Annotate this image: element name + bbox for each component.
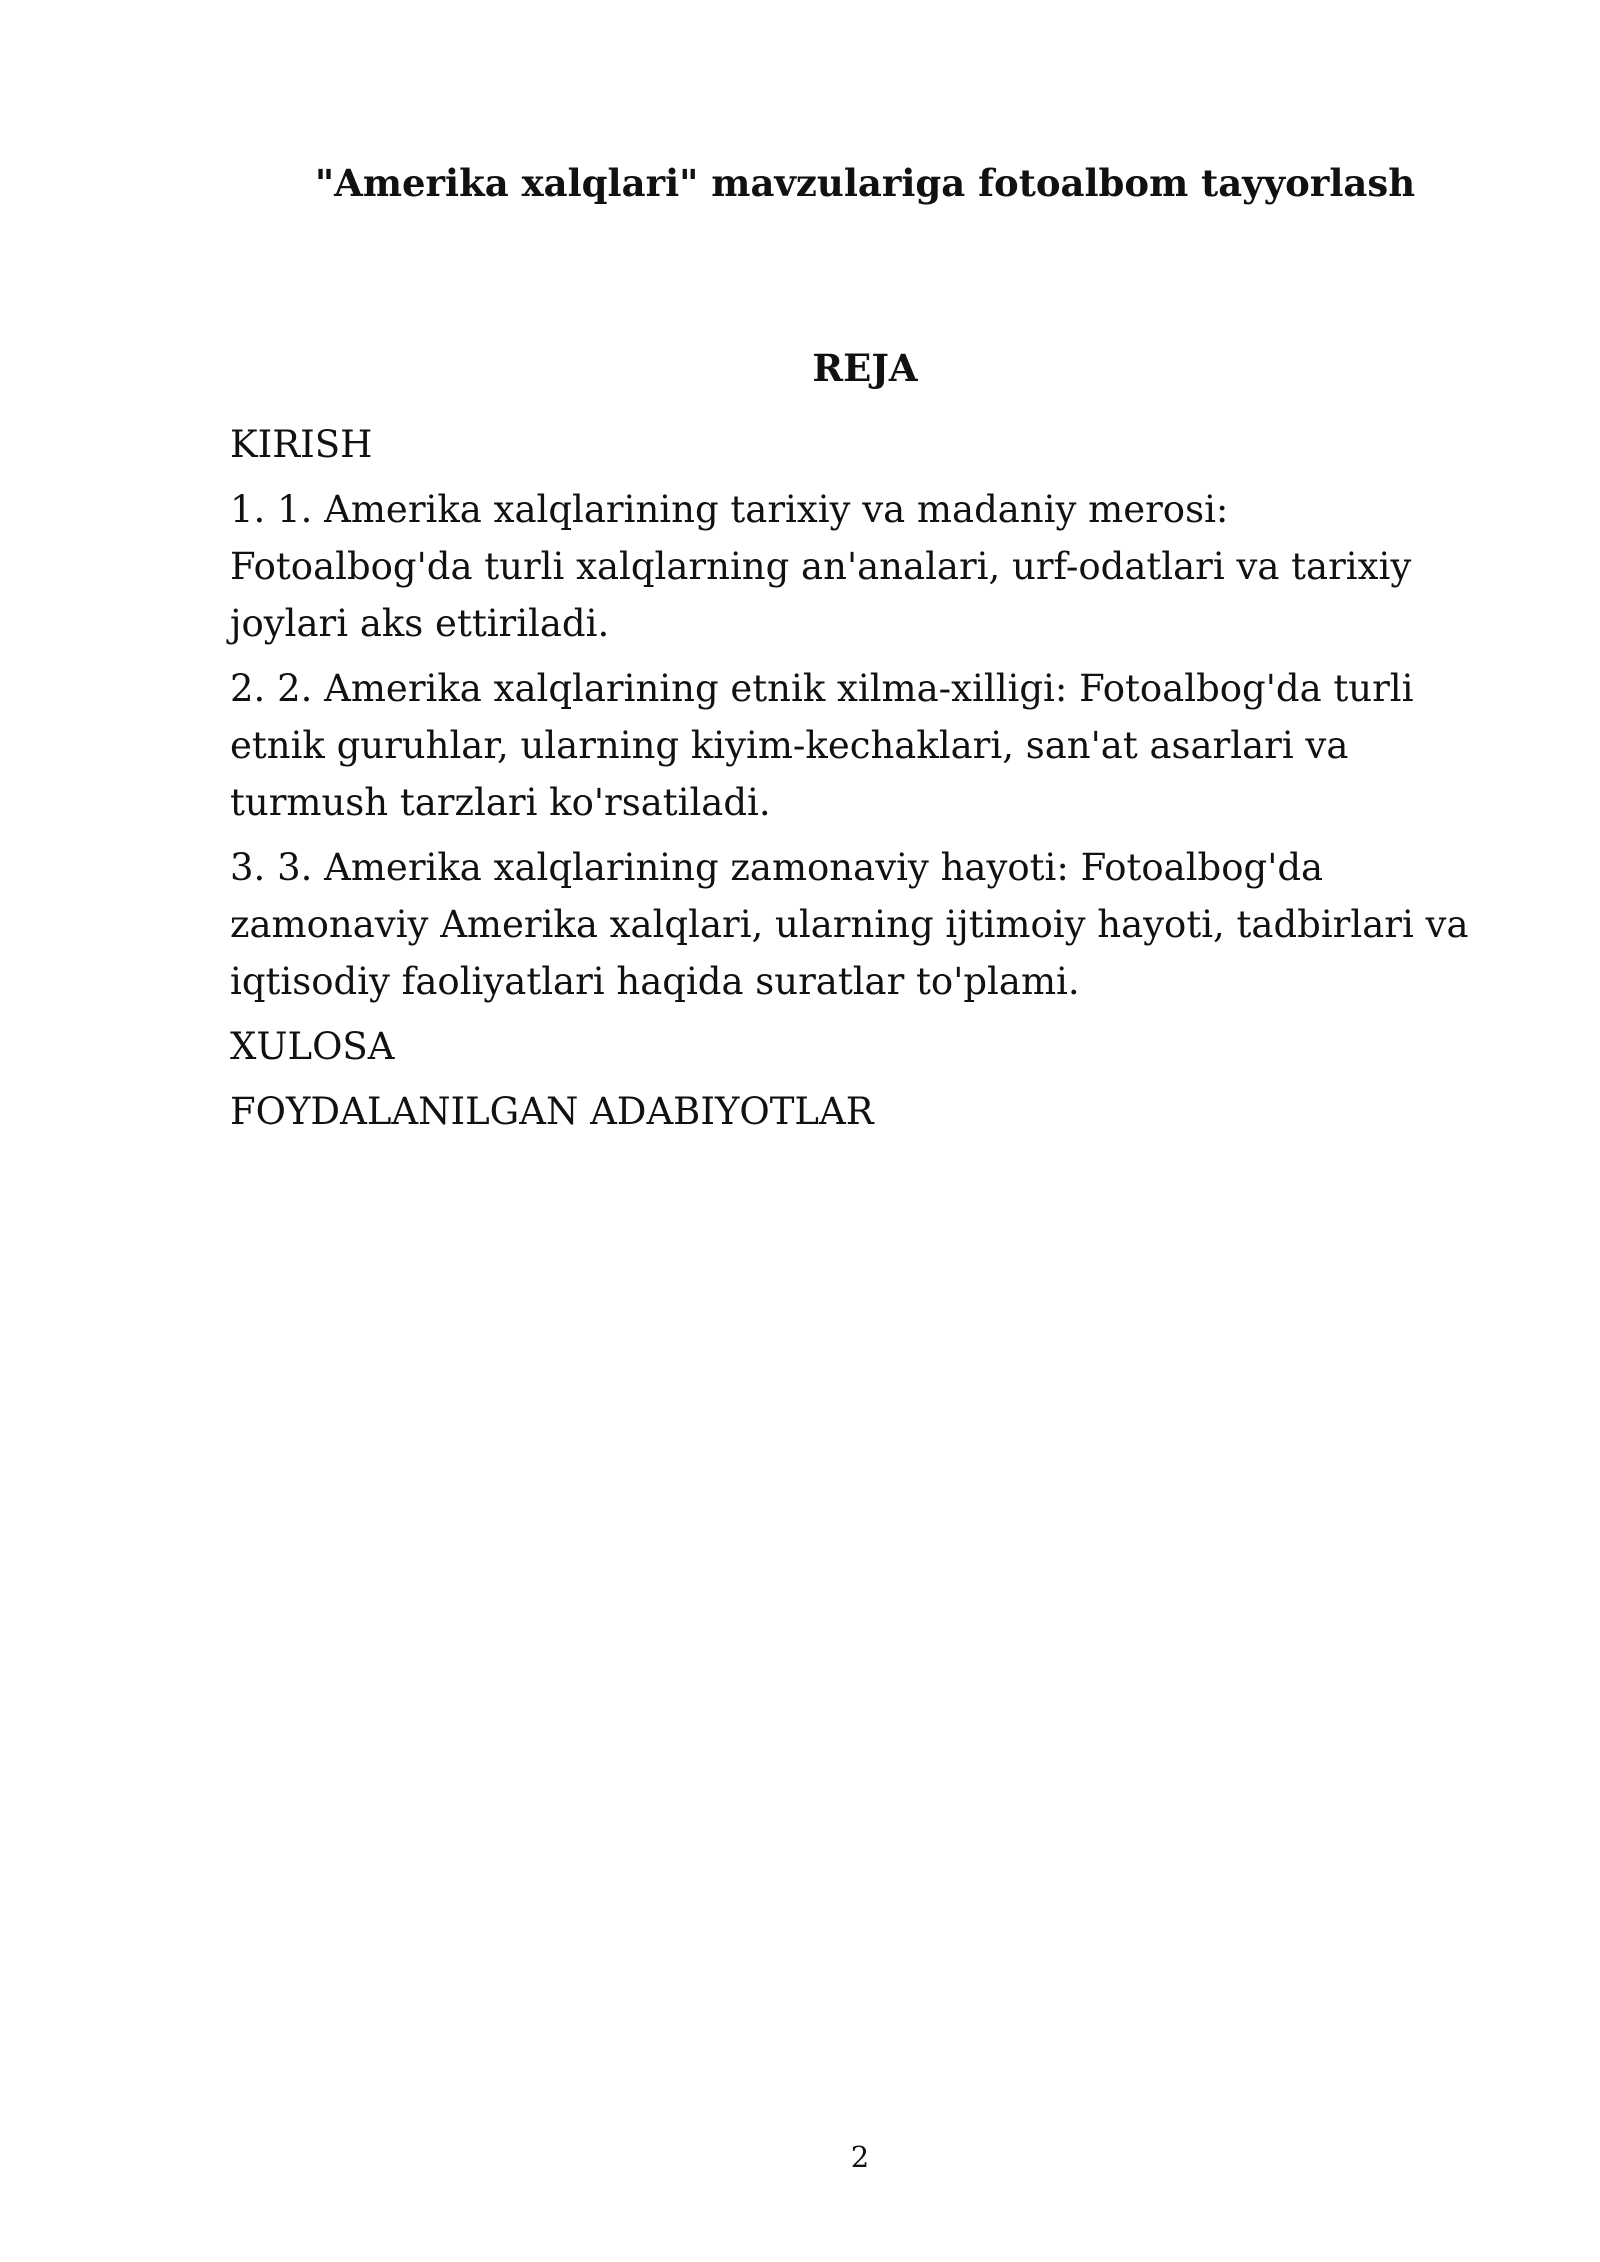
- document-title: "Amerika xalqlari" mavzulariga fotoalbom tayyorlash: [314, 161, 1416, 205]
- plan-item-3: 3. 3. Amerika xalqlarining zamonaviy hayoti: Fotoalbog'da zamonaviy Amerika xalqlari, ularning ijtimoiy hayoti, tadbirlari va iqtisodiy faoliyatlari haqida suratlar to'plami.: [230, 846, 1469, 1003]
- plan-item-references: FOYDALANILGAN ADABIYOTLAR: [230, 1090, 874, 1133]
- plan-heading: REJA: [812, 346, 918, 390]
- plan-list: [230, 416, 1470, 1148]
- plan-item-1: 1. 1. Amerika xalqlarining tarixiy va madaniy merosi: Fotoalbog'da turli xalqlarning an'analari, urf-odatlari va tarixiy joylari aks ettiriladi.: [230, 488, 1412, 645]
- page-number: 2: [850, 2140, 870, 2174]
- plan-item-intro: KIRISH: [230, 423, 373, 466]
- plan-item-2: 2. 2. Amerika xalqlarining etnik xilma-xilligi: Fotoalbog'da turli etnik guruhlar, ularning kiyim-kechaklari, san'at asarlari va turmush tarzlari ko'rsatiladi.: [230, 667, 1414, 824]
- plan-item-conclusion: XULOSA: [230, 1025, 395, 1068]
